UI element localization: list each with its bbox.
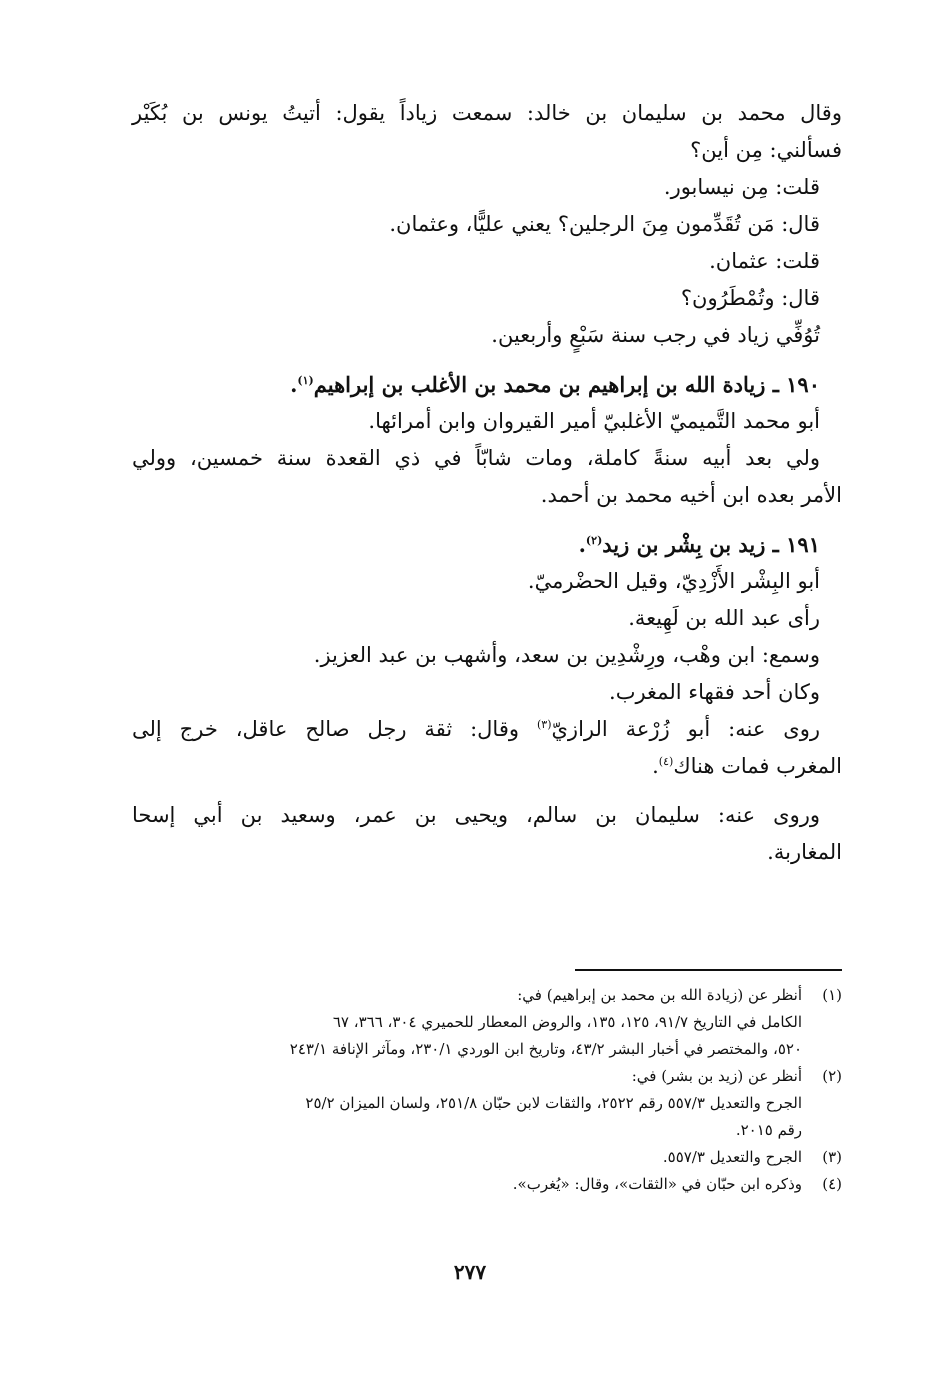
footnote-ref[interactable]: (٤) bbox=[658, 755, 674, 768]
footnote-1: (١)أنظر عن (زيادة الله بن محمد بن إبراهيم) في: bbox=[132, 982, 842, 1009]
text-line: روى عنه: أبو زُرْعة الرازيّ$^{(٣)}$ وقال: ثقة رجل صالح عاقل، خرج إلى bbox=[132, 717, 821, 741]
footnote-number: (٣) bbox=[822, 1148, 842, 1166]
footnote-ref[interactable]: (٢) bbox=[585, 534, 603, 547]
text-line: أبو محمد التَّميميّ الأغلبيّ أمير القيروان وابن أمرائها. bbox=[368, 409, 820, 433]
text-line: قلت: عثمان. bbox=[709, 249, 820, 273]
text-line: قال: مَن تُقَدِّمون مِنَ الرجلين؟ يعني عليًّا، وعثمان. bbox=[389, 212, 820, 236]
text-line: الأمر بعده ابن أخيه محمد بن أحمد. bbox=[540, 483, 842, 507]
text-line: المغرب فمات هناك$^{(٤)}$. bbox=[652, 754, 842, 778]
text-line: قال: وتُمْطَرُون؟ bbox=[680, 286, 820, 310]
entry-heading-190: ١٩٠ ـ زيادة الله بن إبراهيم بن محمد بن الأغلب بن إبراهيم$^{(١)}$. bbox=[290, 372, 820, 397]
footnote-line: رقم ٢٠١٥. bbox=[735, 1121, 802, 1139]
footnote-separator bbox=[575, 969, 842, 971]
footnotes bbox=[132, 982, 842, 1198]
footnote-number: (١) bbox=[822, 986, 842, 1004]
footnote-ref[interactable]: (١) bbox=[297, 374, 314, 387]
text-line: قلت: مِن نيسابور. bbox=[663, 175, 820, 199]
footnote-4: (٤)وذكره ابن حبّان في «الثقات»، وقال: «يُغرب». bbox=[132, 1171, 842, 1198]
footnote-number: (٤) bbox=[822, 1175, 842, 1193]
entry-heading-191: ١٩١ ـ زيد بن بِشْر بن زيد$^{(٢)}$. bbox=[578, 532, 820, 557]
footnote-3: (٣)الجرح والتعديل ٥٥٧/٣. bbox=[132, 1144, 842, 1171]
text-line: أبو البِشْر الأَزْدِيّ، وقيل الحضْرميّ. bbox=[527, 569, 820, 593]
text-line: وسمع: ابن وهْب، ورِشْدِين بن سعد، وأشهب بن عبد العزيز. bbox=[313, 643, 820, 667]
text-line: ولي بعد أبيه سنةً كاملة، ومات شابّاً في ذي القعدة سنة خمسين، وولي bbox=[132, 446, 820, 470]
text-line: المغاربة. bbox=[767, 840, 842, 864]
text-line: وروى عنه: سليمان بن سالم، ويحيى بن عمر، وسعيد بن أبي إسحا bbox=[132, 803, 820, 827]
footnote-line: ٥٢٠، والمختصر في أخبار البشر ٤٣/٢، وتاريخ ابن الوردي ٢٣٠/١، ومآثر الإنافة ٢٤٣/١ bbox=[289, 1040, 802, 1058]
text-line: تُوُفِّي زياد في رجب سنة سَبْعٍ وأربعين. bbox=[491, 323, 820, 347]
footnote-2: (٢)أنظر عن (زيد بن بشر) في: bbox=[132, 1063, 842, 1090]
text-line: وقال محمد بن سليمان بن خالد: سمعت زياداً يقول: أتيتُ يونس بن بُكَيْر bbox=[132, 101, 842, 125]
text-line: وكان أحد فقهاء المغرب. bbox=[609, 680, 820, 704]
text-line: فسألني: مِن أين؟ bbox=[690, 138, 842, 162]
footnote-number: (٢) bbox=[822, 1067, 842, 1085]
footnote-ref[interactable]: (٣) bbox=[536, 718, 552, 731]
main-text bbox=[132, 95, 842, 871]
footnote-line: الجرح والتعديل ٥٥٧/٣ رقم ٢٥٢٢، والثقات لابن حبّان ٢٥١/٨، ولسان الميزان ٢٥/٢ bbox=[305, 1094, 802, 1112]
text-line: رأى عبد الله بن لَهِيعة. bbox=[628, 606, 820, 630]
footnote-line: الكامل في التاريخ ٩١/٧، ١٢٥، ١٣٥، والروض المعطار للحميري ٣٠٤، ٣٦٦، ٦٧ bbox=[332, 1013, 802, 1031]
page-number: ٢٧٧ bbox=[453, 1260, 487, 1284]
